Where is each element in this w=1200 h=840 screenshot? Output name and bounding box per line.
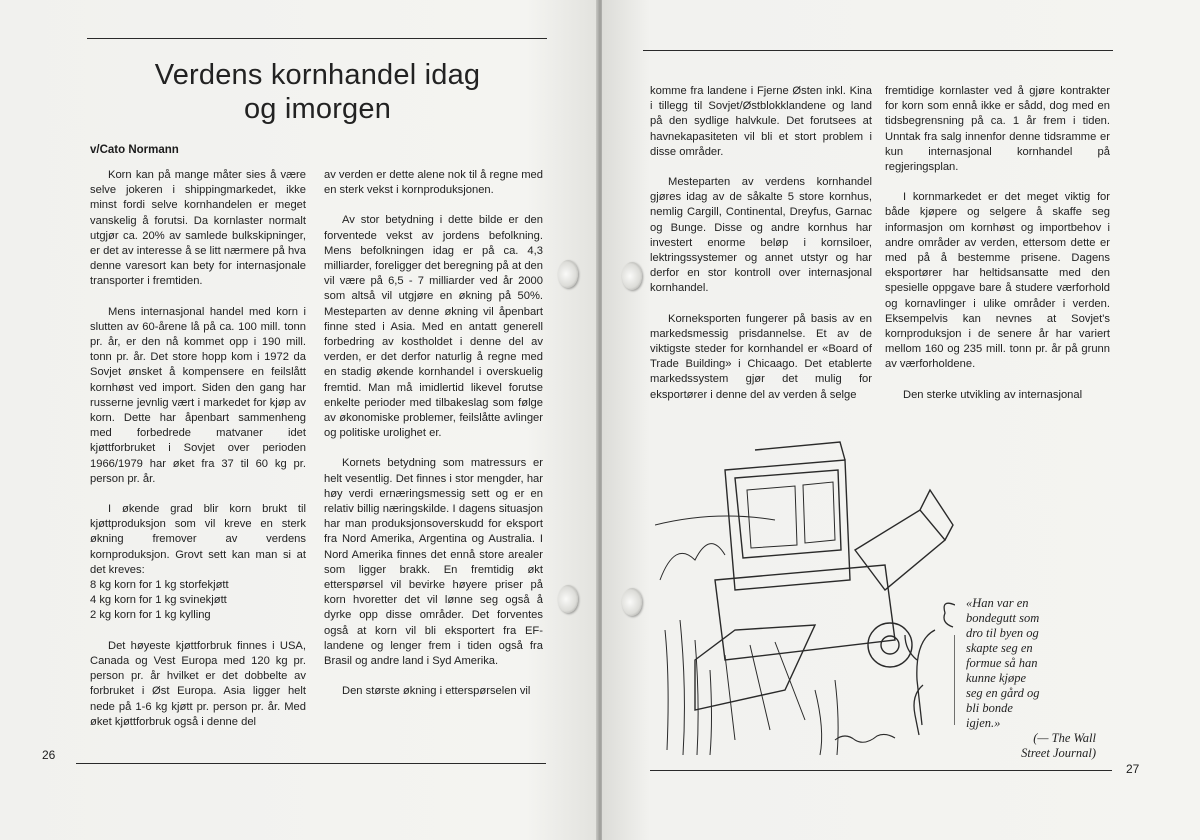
- cartoon-caption: [966, 596, 1096, 761]
- paragraph: Det høyeste kjøttforbruk finnes i USA, Canada og Vest Europa med 120 kg pr. person pr. år hvilket er det dobbelte av forbruket i Øst Europa. Asia ligger helt nede på 1-6 kg kjøtt pr. person pr. år. Med øket kjøttforbruk også i denne del: [90, 639, 306, 728]
- paragraph: I kornmarkedet er det meget viktig for både kjøpere og selgere å skaffe seg informasjon om kornhøst og importbehov i andre områder av verden, ettersom dette er med på å bestemme prisene. Dagens eksportører har heltidsansatte med den spesielle oppgave bare å studere værforhold og kornavlinger i ulike områder i verden. Eksempelvis kan nevnes at Sovjet's kornproduksjon i de senere år har variert mellom 160 og 235 mill. tonn pr. år på grunn av værforholdene.: [885, 191, 1110, 371]
- caption-source: (— The Wall: [1033, 731, 1096, 745]
- paragraph: Mesteparten av verdens kornhandel gjøres idag av de såkalte 5 store kornhus, nemlig Cargill, Continental, Dreyfus, Garnac og Bunge. Disse og andre kornhus har investert enorme beløp i kornsiloer, lektringssystemer og annet utstyr og har derfor en stor kontroll over internasjonal kornhandel.: [650, 176, 872, 295]
- caption-line: bli bonde: [966, 701, 1013, 715]
- article-title: [90, 58, 545, 126]
- page-number: 26: [42, 748, 56, 762]
- binder-hole: [622, 588, 642, 616]
- bottom-rule: [650, 770, 1112, 771]
- paragraph: Av stor betydning i dette bilde er den forventede vekst av jordens befolkning. Mens befolkningen idag er på ca. 4,3 milliarder, foreligger det beregning på at den vil være på 6,5 - 7 milliarder ved år 2000 som altså vil utgjøre en økning på 50%. Mesteparten av denne økning vil åpenbart finne sted i Asia. Med en antatt generell forbedring av kostholdet i denne del av verden, er det derfor naturlig å regne med en stadig økende kornhandel i overskuelig fremtid. Man må imidlertid likevel forutse enkelte perioder med tilbakeslag som følge av økonomiske problemer, feilslåtte avlinger og politiske urolighet er.: [324, 214, 543, 440]
- paragraph: Den største økning i etterspørselen vil: [342, 685, 531, 698]
- paragraph: Korneksporten fungerer på basis av en markedsmessig prisdannelse. Et av de viktigste steder for kornhandel er «Board of Trade Building» i Chicaago. Det etablerte markedssystem gjør det mulig for eksportører i denne del av verden å selge: [650, 312, 872, 401]
- text-column-4: [885, 84, 1110, 418]
- binder-hole: [622, 262, 642, 290]
- list-item: 2 kg korn for 1 kg kylling: [90, 609, 211, 622]
- paragraph: av verden er dette alene nok til å regne med en sterk vekst i kornproduksjonen.: [324, 169, 543, 197]
- caption-line: dro til byen og: [966, 626, 1039, 640]
- list-item: 4 kg korn for 1 kg svinekjøtt: [90, 594, 227, 607]
- ratio-list: [90, 578, 306, 624]
- text-column-2: [324, 168, 543, 715]
- title-line-1: Verdens kornhandel idag: [154, 59, 481, 91]
- caption-line: skapte seg en: [966, 641, 1033, 655]
- paragraph: komme fra landene i Fjerne Østen inkl. Kina i tillegg til Sovjet/Østblokklandene og land på den sydlige halvkule. Det forutsees at havnekapasiteten vil bli et stort problem i disse områder.: [650, 85, 872, 158]
- title-line-2: og imorgen: [243, 93, 392, 125]
- paragraph: Den sterke utvikling av internasjonal: [903, 388, 1083, 401]
- caption-line: igjen.»: [966, 716, 1001, 730]
- top-rule: [87, 38, 547, 39]
- binder-hole: [558, 260, 578, 288]
- top-rule: [643, 50, 1113, 51]
- binder-hole: [558, 585, 578, 613]
- text-column-1: [90, 168, 306, 745]
- caption-line: formue så han: [966, 656, 1038, 670]
- caption-line: «Han var en: [966, 596, 1029, 610]
- caption-line: kunne kjøpe: [966, 671, 1027, 685]
- paragraph: Mens internasjonal handel med korn i slutten av 60-årene lå på ca. 100 mill. tonn pr. år, er den nå kommet opp i 190 mill. tonn pr. år. Det store hopp kom i 1972 da Sovjet ønsket å kompensere en feilslått kornhøst ved import. Siden den gang har russerne jevnlig vært i markedet for kjøp av korn. Dette har åpenbart sammenheng med forbedrede matvaner idet kjøttforbruket i Sovjet over perioden 1966/1979 har øket fra 37 til 60 kg pr. person pr. år.: [90, 305, 306, 485]
- caption-line: bondegutt som: [966, 611, 1040, 625]
- paragraph: I økende grad blir korn brukt til kjøttproduksjon som vil kreve en sterk økning fremover av verdens kornproduksjon. Grovt sett kan man si at det kreves:: [90, 503, 306, 576]
- caption-line: seg en gård og: [966, 686, 1040, 700]
- combine-harvester-cartoon-icon: [655, 430, 955, 760]
- paragraph: fremtidige kornlaster ved å gjøre kontrakter for korn som ennå ikke er sådd, dog med en tidsbegrensning på ca. 1 år frem i tiden. Unntak fra salg innenfor denne tidsramme er kun internasjonal kornhandel på regjeringsplan.: [885, 85, 1110, 174]
- paragraph: Korn kan på mange måter sies å være selve jokeren i shippingmarkedet, ikke minst fordi selve kornhandelen er meget vanskelig å forutsi. Da kornlaster normalt utgjør ca. 20% av samlede bulkskipninger, er det av interesse å se litt nærmere på hva denne varesort kan bety for internasjonale transporter i fremtiden.: [90, 169, 306, 288]
- list-item: 8 kg korn for 1 kg storfekjøtt: [90, 579, 229, 592]
- caption-source: Street Journal): [1021, 746, 1096, 760]
- left-page: [0, 0, 598, 840]
- byline: v/Cato Normann: [90, 144, 179, 156]
- page-number: 27: [1126, 762, 1140, 776]
- paragraph: Kornets betydning som matressurs er helt vesentlig. Det finnes i stor mengder, har høy verdi ernæringsmessig sett og er en relativ billig næringskilde. I dagens situasjon har man produksjonsoverskudd for eksport fra Nord Amerika, Argentina og Australia. I Nord Amerika finnes det ennå store arealer som ligger brakk. En fremtidig økt etterspørsel vil bevirke høyere priser på korn hvoretter det vil lønne seg også å dyrke opp disse områder. Det forventes også at korn vil bli eksportert fra EF-landene og lenger frem i tiden også fra Brasil og andre land i Syd Amerika.: [324, 457, 543, 668]
- text-column-3: [650, 84, 872, 418]
- bottom-rule: [76, 763, 546, 764]
